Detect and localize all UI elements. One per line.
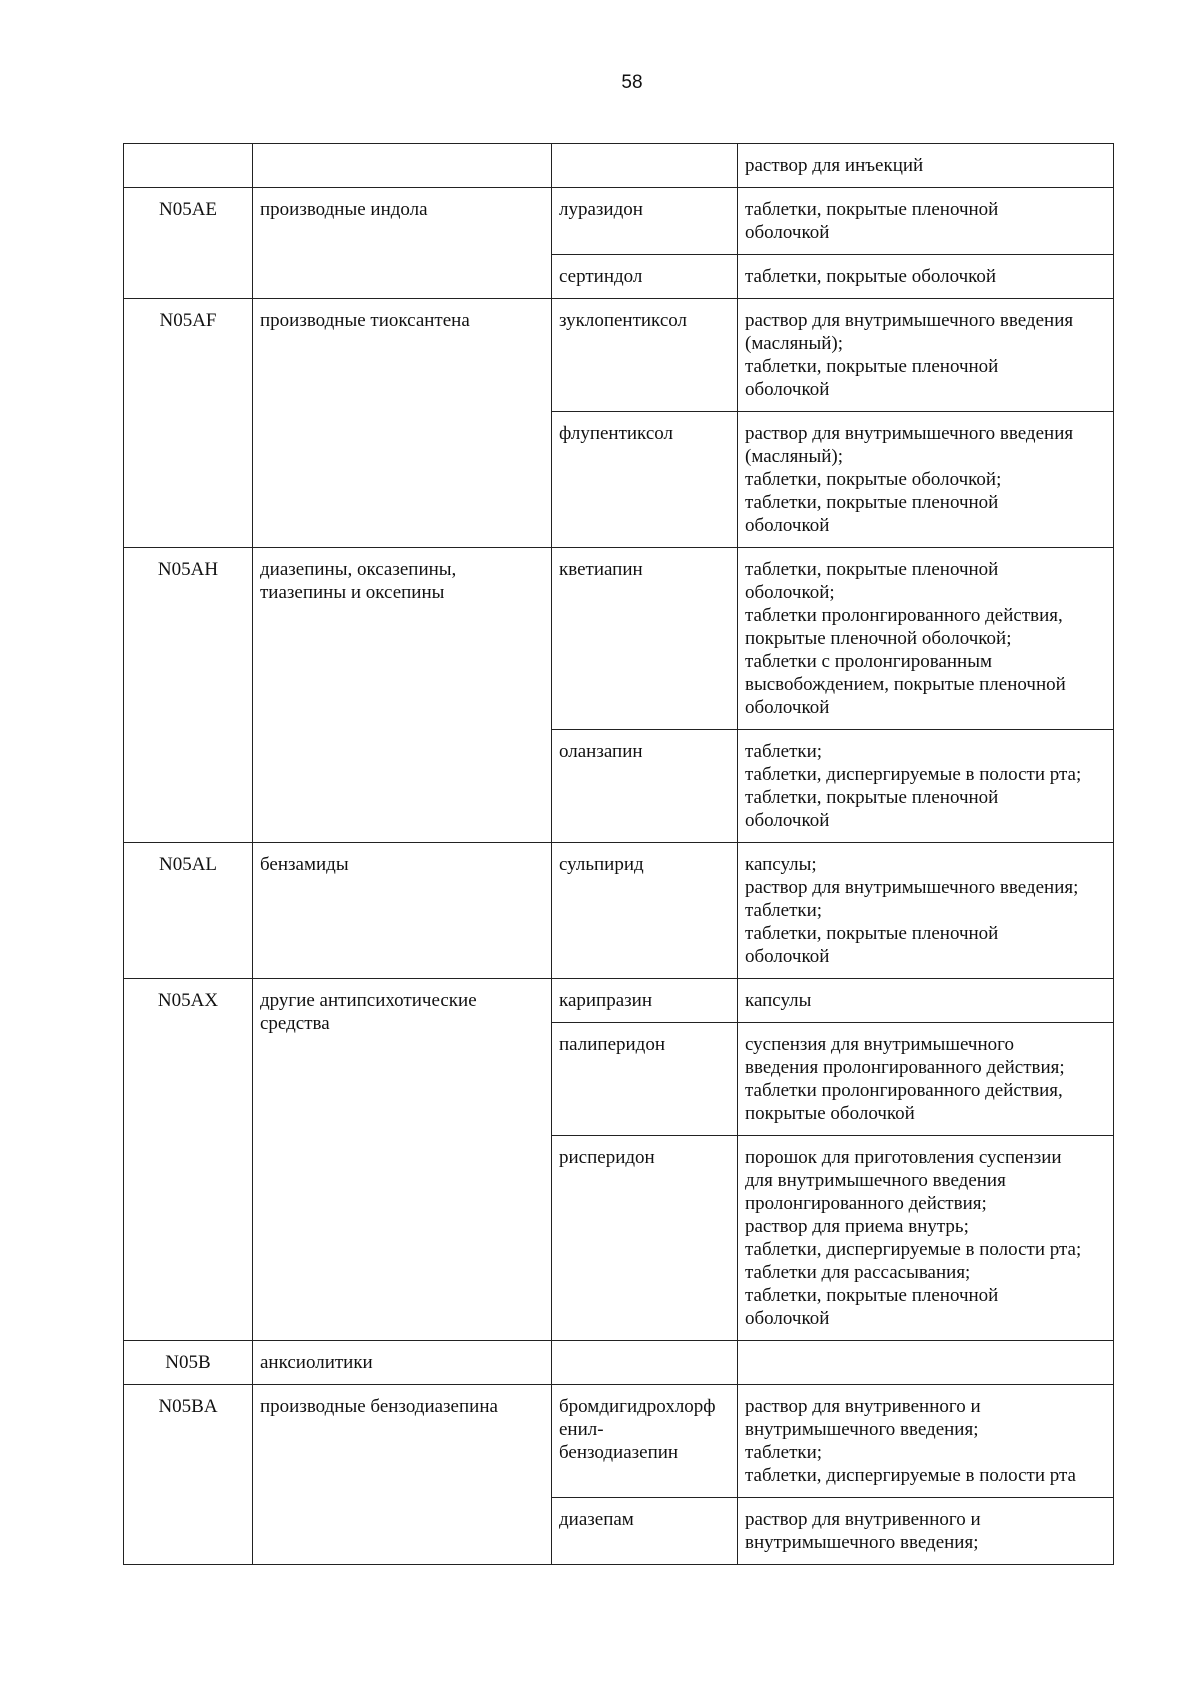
atc-code-cell	[124, 144, 253, 188]
dosage-form-line: таблетки для рассасывания;	[745, 1262, 971, 1283]
atc-code-cell: N05AL	[124, 843, 253, 979]
substance-cell: сертиндол	[552, 255, 738, 299]
substance-cell	[552, 1341, 738, 1385]
dosage-form-line: таблетки;	[745, 1442, 823, 1463]
dosage-form-line: пролонгированного действия;	[745, 1193, 987, 1214]
dosage-forms-cell	[738, 1498, 1114, 1565]
dosage-form-line: таблетки, покрытые пленочной	[745, 1285, 999, 1306]
dosage-form-line: таблетки пролонгированного действия,	[745, 605, 1063, 626]
substance-line: бромдигидрохлорф	[559, 1396, 716, 1417]
substance-cell: флупентиксол	[552, 412, 738, 548]
dosage-form-line: оболочкой;	[745, 582, 835, 603]
dosage-form-line: раствор для внутривенного и	[745, 1509, 981, 1530]
dosage-form-line: таблетки;	[745, 741, 823, 762]
dosage-form-line: таблетки, покрытые пленочной	[745, 199, 999, 220]
dosage-forms-cell	[738, 299, 1114, 412]
group-cell: анксиолитики	[253, 1341, 552, 1385]
dosage-forms-cell	[738, 1341, 1114, 1385]
dosage-form-line: таблетки;	[745, 900, 823, 921]
dosage-form-line: (масляный);	[745, 446, 844, 467]
substance-line: бензодиазепин	[559, 1442, 679, 1463]
substance-cell: оланзапин	[552, 730, 738, 843]
substance-cell: диазепам	[552, 1498, 738, 1565]
dosage-form-line: раствор для внутримышечного введения;	[745, 877, 1079, 898]
drug-classification-table	[123, 143, 1114, 1565]
dosage-form-line: капсулы	[745, 990, 812, 1011]
dosage-form-line: таблетки, диспергируемые в полости рта;	[745, 1239, 1082, 1260]
table-row	[124, 548, 1114, 730]
dosage-forms-cell	[738, 144, 1114, 188]
dosage-form-line: капсулы;	[745, 854, 817, 875]
dosage-form-line: для внутримышечного введения	[745, 1170, 1006, 1191]
substance-cell	[552, 1385, 738, 1498]
dosage-forms-cell	[738, 843, 1114, 979]
dosage-form-line: раствор для внутримышечного введения	[745, 310, 1074, 331]
dosage-form-line: таблетки, покрытые оболочкой	[745, 266, 997, 287]
substance-cell	[552, 144, 738, 188]
dosage-form-line: оболочкой	[745, 810, 830, 831]
dosage-form-line: таблетки, покрытые пленочной	[745, 492, 999, 513]
group-cell: бензамиды	[253, 843, 552, 979]
group-cell	[253, 548, 552, 843]
dosage-form-line: оболочкой	[745, 222, 830, 243]
table-row	[124, 144, 1114, 188]
table-row	[124, 188, 1114, 255]
dosage-form-line: раствор для внутривенного и	[745, 1396, 981, 1417]
dosage-form-line: раствор для приема внутрь;	[745, 1216, 969, 1237]
group-cell	[253, 144, 552, 188]
group-cell: производные индола	[253, 188, 552, 299]
dosage-form-line: (масляный);	[745, 333, 844, 354]
dosage-forms-cell	[738, 548, 1114, 730]
dosage-form-line: оболочкой	[745, 946, 830, 967]
dosage-form-line: внутримышечного введения;	[745, 1419, 979, 1440]
table-row	[124, 1385, 1114, 1498]
dosage-form-line: оболочкой	[745, 515, 830, 536]
atc-code-cell: N05B	[124, 1341, 253, 1385]
group-line: средства	[260, 1013, 330, 1034]
dosage-form-line: таблетки, покрытые пленочной	[745, 787, 999, 808]
substance-cell: палиперидон	[552, 1023, 738, 1136]
dosage-forms-cell	[738, 1385, 1114, 1498]
table-row	[124, 979, 1114, 1023]
dosage-forms-cell	[738, 1023, 1114, 1136]
table-row	[124, 299, 1114, 412]
dosage-form-line: внутримышечного введения;	[745, 1532, 979, 1553]
dosage-form-line: оболочкой	[745, 1308, 830, 1329]
atc-code-cell: N05AF	[124, 299, 253, 548]
dosage-form-line: высвобождением, покрытые пленочной	[745, 674, 1066, 695]
dosage-form-line: раствор для инъекций	[745, 155, 924, 176]
substance-cell: луразидон	[552, 188, 738, 255]
group-cell: производные бензодиазепина	[253, 1385, 552, 1565]
dosage-form-line: таблетки, покрытые пленочной	[745, 356, 999, 377]
dosage-form-line: суспензия для внутримышечного	[745, 1034, 1014, 1055]
atc-code-cell: N05AH	[124, 548, 253, 843]
atc-code-cell: N05AX	[124, 979, 253, 1341]
substance-line: енил-	[559, 1419, 604, 1440]
substance-cell: рисперидон	[552, 1136, 738, 1341]
dosage-forms-cell	[738, 1136, 1114, 1341]
substance-cell: зуклопентиксол	[552, 299, 738, 412]
table-row	[124, 843, 1114, 979]
dosage-form-line: покрытые оболочкой	[745, 1103, 915, 1124]
table-row	[124, 1341, 1114, 1385]
atc-code-cell: N05AE	[124, 188, 253, 299]
atc-code-cell: N05BA	[124, 1385, 253, 1565]
dosage-forms-cell	[738, 979, 1114, 1023]
dosage-form-line: таблетки, покрытые пленочной	[745, 923, 999, 944]
group-cell: производные тиоксантена	[253, 299, 552, 548]
dosage-form-line: порошок для приготовления суспензии	[745, 1147, 1062, 1168]
dosage-form-line: оболочкой	[745, 379, 830, 400]
dosage-forms-cell	[738, 188, 1114, 255]
group-line: другие антипсихотические	[260, 990, 477, 1011]
dosage-form-line: таблетки с пролонгированным	[745, 651, 993, 672]
dosage-form-line: таблетки, диспергируемые в полости рта;	[745, 764, 1082, 785]
dosage-forms-cell	[738, 255, 1114, 299]
dosage-form-line: покрытые пленочной оболочкой;	[745, 628, 1012, 649]
dosage-form-line: таблетки, покрытые оболочкой;	[745, 469, 1002, 490]
substance-cell: сульпирид	[552, 843, 738, 979]
dosage-forms-cell	[738, 730, 1114, 843]
dosage-forms-cell	[738, 412, 1114, 548]
dosage-form-line: таблетки, диспергируемые в полости рта	[745, 1465, 1076, 1486]
page-number: 58	[621, 72, 643, 93]
dosage-form-line: раствор для внутримышечного введения	[745, 423, 1074, 444]
dosage-form-line: оболочкой	[745, 697, 830, 718]
dosage-form-line: введения пролонгированного действия;	[745, 1057, 1065, 1078]
dosage-form-line: таблетки пролонгированного действия,	[745, 1080, 1063, 1101]
group-cell	[253, 979, 552, 1341]
dosage-form-line: таблетки, покрытые пленочной	[745, 559, 999, 580]
substance-cell: карипразин	[552, 979, 738, 1023]
group-line: диазепины, оксазепины,	[260, 559, 457, 580]
group-line: тиазепины и оксепины	[260, 582, 445, 603]
substance-cell: кветиапин	[552, 548, 738, 730]
